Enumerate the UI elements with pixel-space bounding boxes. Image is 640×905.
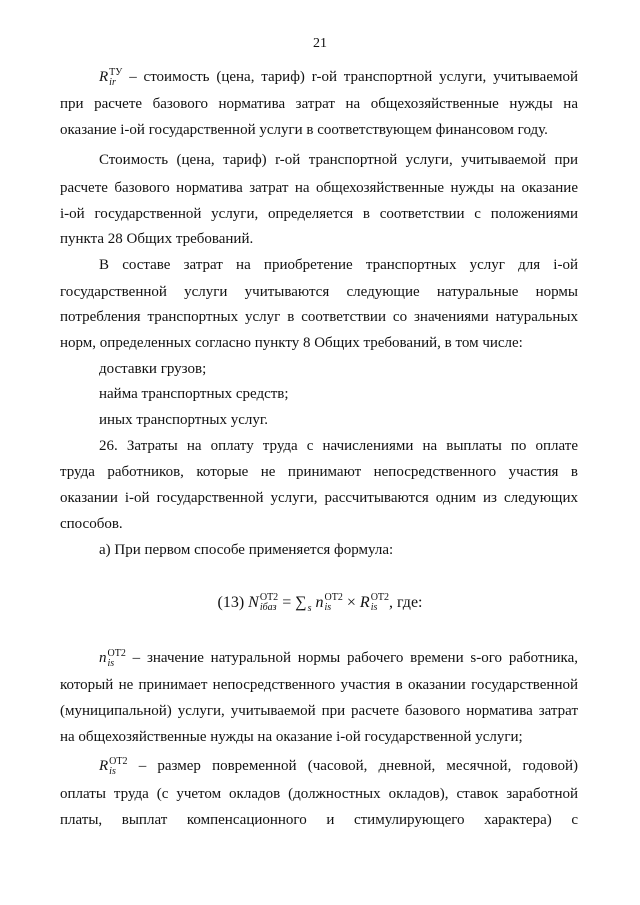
- page-number: 21: [313, 36, 327, 51]
- symbol-indices: ОТ2 is: [107, 647, 126, 669]
- text-line: труда работников, которые не принимают непосредственного участия в: [60, 464, 578, 480]
- symbol-indices: ОТ2 is: [109, 755, 128, 777]
- text-line: 26. Затраты на оплату труда с начислениями на выплаты по оплате: [99, 438, 578, 454]
- text-line: n ОТ2 is – значение натуральной нормы рабочего времени s-ого работника,: [99, 647, 578, 669]
- symbol-indices: ТУ ir: [109, 66, 123, 88]
- text-line: на общехозяйственные нужды на оказание i-ой государственной услуги;: [60, 729, 523, 745]
- text-line: платы, выплат компенсационного и стимулирующего характера) с: [60, 812, 578, 828]
- list-item: доставки грузов;: [99, 361, 207, 377]
- text-line: R ОТ2 is – размер повременной (часовой, дневной, месячной, годовой): [99, 755, 578, 777]
- text-line: расчете базового норматива затрат на общехозяйственные нужды на оказание: [60, 180, 578, 196]
- text-line: (муниципальной) услуги, учитываемой при расчете базового норматива затрат: [60, 703, 578, 719]
- text-line: норм, определенных согласно пункту 8 Общих требований, в том числе:: [60, 335, 523, 351]
- text-line: при расчете базового норматива затрат на общехозяйственные нужды на: [60, 96, 578, 112]
- text-line: оказание i-ой государственной услуги в соответствующем финансовом году.: [60, 122, 548, 138]
- symbol-r: R: [99, 69, 109, 85]
- text-line: i-ой государственной услуги, определяется в соответствии с положениями: [60, 206, 578, 222]
- text-line: оплаты труда (с учетом окладов (должностных окладов), ставок заработной: [60, 786, 578, 802]
- symbol-r: R: [99, 758, 109, 774]
- text-line: способов.: [60, 516, 123, 532]
- text-line: который не принимает непосредственного участия в оказании государственной: [60, 677, 578, 693]
- text-line: R ТУ ir – стоимость (цена, тариф) r-ой транспортной услуги, учитываемой: [99, 66, 578, 88]
- text-line: Стоимость (цена, тариф) r-ой транспортной услуги, учитываемой при: [99, 152, 578, 168]
- text-line: а) При первом способе применяется формула:: [99, 542, 394, 558]
- symbol-n: n: [99, 650, 107, 666]
- text-line: оказании i-ой государственной услуги, рассчитываются одним из следующих: [60, 490, 578, 506]
- list-item: иных транспортных услуг.: [99, 412, 269, 428]
- list-item: найма транспортных средств;: [99, 386, 289, 402]
- text-line: пункта 28 Общих требований.: [60, 231, 254, 247]
- text-line: потребления транспортных услуг в соответствии со значениями натуральных: [60, 309, 578, 325]
- formula-13: (13) N ОТ2 iбаз = ∑ s n ОТ2 is × R ОТ2 is , где:: [217, 592, 423, 614]
- text-line: В составе затрат на приобретение транспортных услуг для i-ой: [99, 257, 578, 273]
- text-line: государственной услуги учитываются следующие натуральные нормы: [60, 284, 578, 300]
